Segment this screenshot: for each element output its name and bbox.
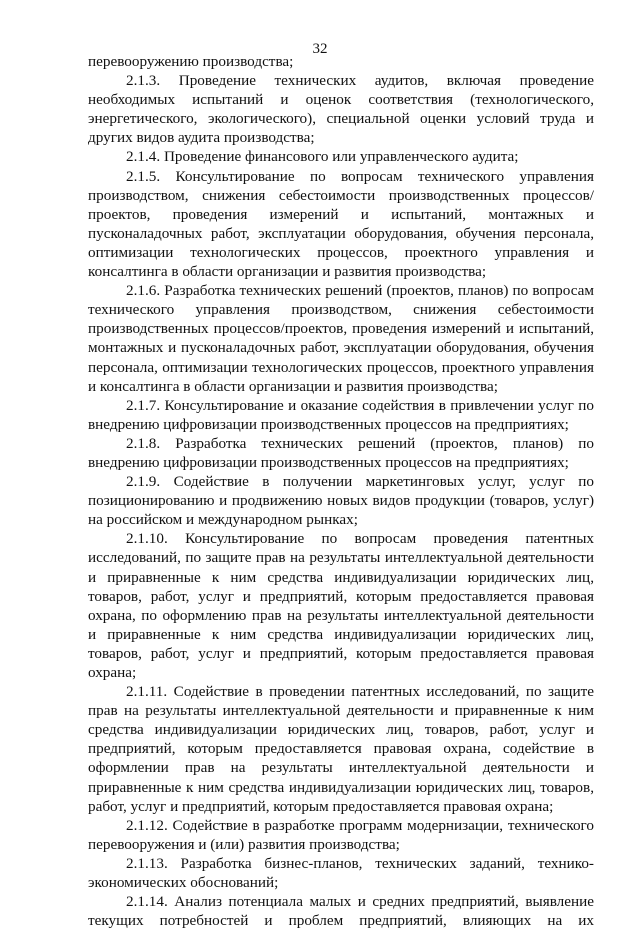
paragraph-2-1-6: 2.1.6. Разработка технических решений (проектов, планов) по вопросам технического управления производством, снижения себестоимости производственных процессов/проектов, проведения измерений и испытаний, монтажных и пусконаладочных работ, эксплуатации оборудования, обучения персонала, оптимизации технологических процессов, проектного управления и консалтинга в области организации и развития производства; (88, 282, 594, 395)
paragraph-2-1-13: 2.1.13. Разработка бизнес-планов, технических заданий, технико-экономических обоснований; (88, 854, 594, 892)
paragraph-2-1-11: 2.1.11. Содействие в проведении патентных исследований, по защите прав на результаты интеллектуальной деятельности и приравненные к ним средства индивидуализации юридических лиц, товаров, работ, услуг и предприятий, которым предоставляется правовая охрана, содействие в оформлении прав на результаты интеллектуальной деятельности и приравненные к ним средства индивидуализации юридических лиц, товаров, работ, услуг и предприятий, которым предоставляется правовая охрана; (88, 683, 594, 815)
page-number: 32 (312, 41, 328, 57)
paragraph-2-1-10: 2.1.10. Консультирование по вопросам проведения патентных исследований, по защите прав на результаты интеллектуальной деятельности и приравненные к ним средства индивидуализации юридических лиц, товаров, работ, услуг и предприятий, которым предоставляется правовая охрана, по оформлению прав на результаты интеллектуальной деятельности и приравненные к ним средства индивидуализации юридических лиц, товаров, работ, услуг и предприятий, которым предоставляется правовая охрана; (88, 530, 594, 681)
paragraph-2-1-12: 2.1.12. Содействие в разработке программ модернизации, технического перевооружения и (или) развития производства; (88, 816, 594, 853)
paragraph-continuation: перевооружению производства; (88, 53, 294, 70)
paragraph-2-1-7: 2.1.7. Консультирование и оказание содействия в привлечении услуг по внедрению цифровизации производственных процессов на предприятиях; (88, 396, 594, 433)
document-body (88, 52, 594, 930)
paragraph-2-1-4: 2.1.4. Проведение финансового или управленческого аудита; (126, 148, 519, 166)
paragraph-2-1-8: 2.1.8. Разработка технических решений (проектов, планов) по внедрению цифровизации производственных процессов на предприятиях; (88, 434, 594, 471)
paragraph-2-1-3: 2.1.3. Проведение технических аудитов, включая проведение необходимых испытаний и оценок соответствия (технологического, энергетического, экологического), специальной оценки условий труда и других видов аудита производства; (88, 72, 594, 147)
paragraph-2-1-14: 2.1.14. Анализ потенциала малых и средних предприятий, выявление текущих потребностей и проблем предприятий, влияющих на их (88, 893, 594, 930)
paragraph-2-1-9: 2.1.9. Содействие в получении маркетинговых услуг, услуг по позиционированию и продвижению новых видов продукции (товаров, услуг) на российском и международном рынках; (88, 473, 594, 529)
paragraph-2-1-5: 2.1.5. Консультирование по вопросам технического управления производством, снижения себестоимости производственных процессов/проектов, проведения измерений и испытаний, монтажных и пусконаладочных работ, эксплуатации оборудования, обучения персонала, оптимизации технологических процессов, проектного управления и консалтинга в области организации и развития производства; (88, 167, 594, 281)
